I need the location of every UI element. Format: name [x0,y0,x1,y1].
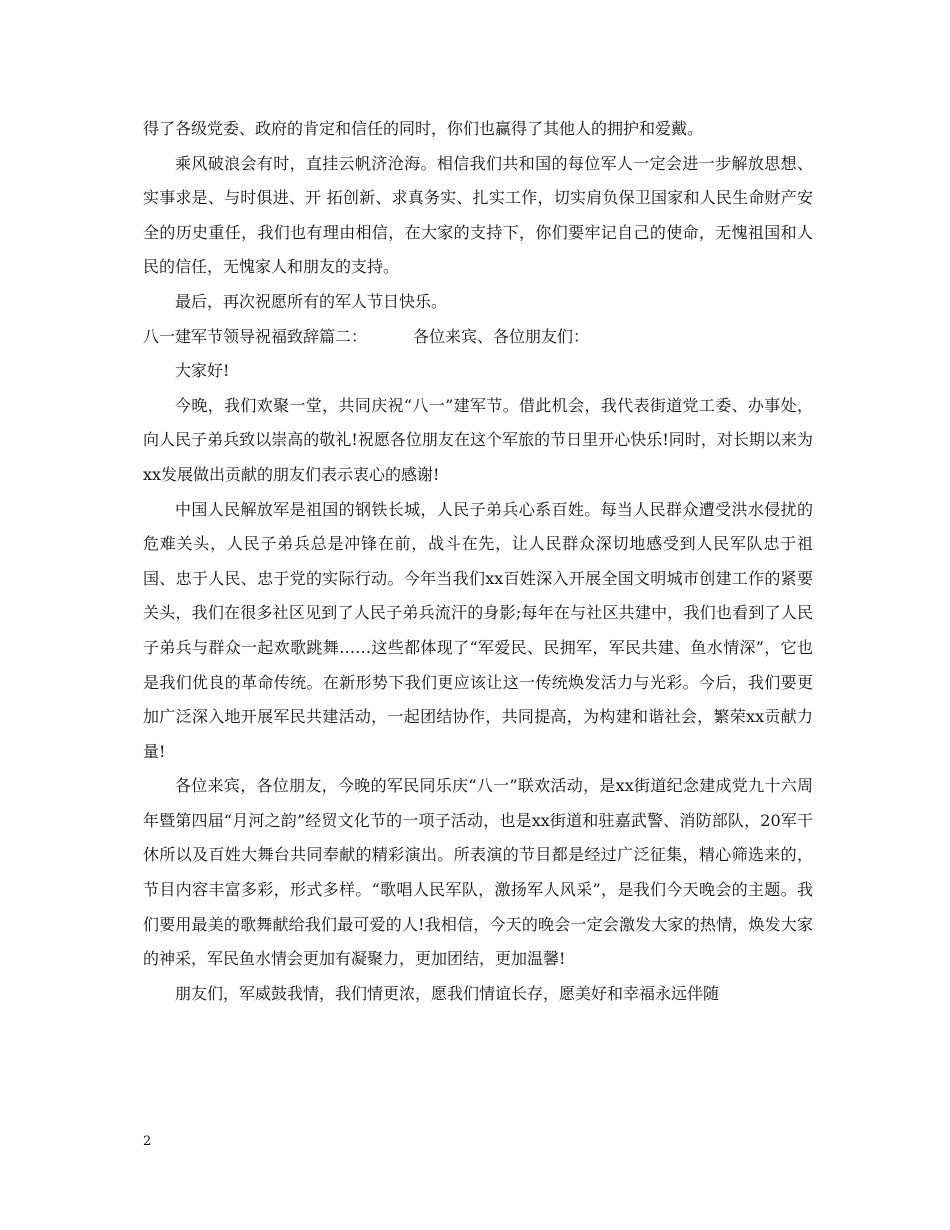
paragraph: 朋友们，军威鼓我情，我们情更浓，愿我们情谊长存，愿美好和幸福永远伴随 [175,983,720,1003]
paragraph: 今晚，我们欢聚一堂，共同庆祝“八一”建军节。借此机会，我代表街道党工委、办事处，向人民子弟兵致以崇高的敬礼!祝愿各位朋友在这个军旅的节日里开心快乐!同时，对长期以来为xx发展做出贡献的朋友们表示衷心的感谢! [143,395,813,484]
paragraph: 各位来宾，各位朋友，今晚的军民同乐庆“八一”联欢活动，是xx街道纪念建成党九十六周年暨第四届“月河之韵”经贸文化节的一项子活动，也是xx街道和驻嘉武警、消防部队，20军干休所以及百姓大舞台共同奉献的精彩演出。所表演的节目都是经过广泛征集，精心筛选来的，节目内容丰富多彩，形式多样。“歌唱人民军队，激扬军人风采”，是我们今天晚会的主题。我们要用最美的歌舞献给我们最可爱的人!我相信，今天的晚会一定会激发大家的热情，焕发大家的神采，军民鱼水情会更加有凝聚力，更加团结，更加温馨! [143,776,813,969]
section-greeting: 各位来宾、各位朋友们： [413,326,590,346]
paragraph: 乘风破浪会有时，直挂云帆济沧海。相信我们共和国的每位军人一定会进一步解放思想、实事求是、与时俱进、开 拓创新、求真务实、扎实工作，切实肩负保卫国家和人民生命财产安全的历史重任，我们也有理由相信，在大家的支持下，你们要牢记自己的使命，无愧祖国和人民的信任，无愧家人和朋友的支持。 [143,153,813,277]
section-title: 八一建军节领导祝福致辞篇二： [143,326,368,346]
document-body [143,112,813,1011]
paragraph: 最后，再次祝愿所有的军人节日快乐。 [175,291,448,311]
paragraph: 得了各级党委、政府的肯定和信任的同时，你们也赢得了其他人的拥护和爱戴。 [143,119,704,138]
paragraph: 中国人民解放军是祖国的钢铁长城，人民子弟兵心系百姓。每当人民群众遭受洪水侵扰的危难关头，人民子弟兵总是冲锋在前，战斗在先，让人民群众深切地感受到人民军队忠于祖国、忠于人民、忠于党的实际行动。今年当我们xx百姓深入开展全国文明城市创建工作的紧要关头，我们在很多社区见到了人民子弟兵流汗的身影;每年在与社区共建中，我们也看到了人民子弟兵与群众一起欢歌跳舞……这些都体现了“军爱民、民拥军，军民共建、鱼水情深”，它也是我们优良的革命传统。在新形势下我们更应该让这一传统焕发活力与光彩。今后，我们要更加广泛深入地开展军民共建活动，一起团结协作，共同提高，为构建和谐社会，繁荣xx贡献力量! [143,499,813,761]
page-number: 2 [143,1134,152,1149]
section-heading [143,320,813,355]
paragraph: 大家好! [175,361,230,381]
